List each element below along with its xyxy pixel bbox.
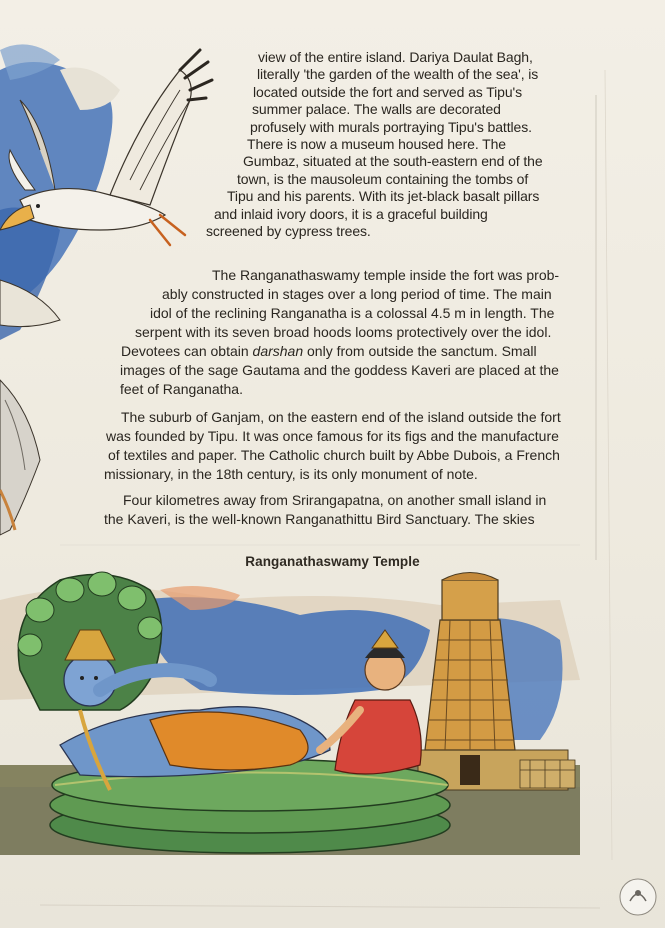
text-line: idol of the reclining Ranganatha is a colossal 4.5 m in length. The <box>150 305 555 321</box>
ranganathaswamy-temple-illustration <box>0 560 665 860</box>
text-line: was founded by Tipu. It was once famous for its figs and the manufacture <box>106 428 559 444</box>
text-line: and inlaid ivory doors, it is a graceful building <box>214 205 488 222</box>
paragraph-3 <box>0 408 561 484</box>
text-line: view of the entire island. Dariya Daulat Bagh, <box>258 49 533 65</box>
italic-term: darshan <box>252 343 304 359</box>
text-line: the Kaveri, is the well-known Ranganathittu Bird Sanctuary. The skies <box>104 511 535 527</box>
text-line: town, is the mausoleum containing the tombs of <box>237 170 529 187</box>
text-line: ably constructed in stages over a long period of time. The main <box>162 286 552 302</box>
text-line: The suburb of Ganjam, on the eastern end of the island outside the fort <box>121 409 561 425</box>
text-line: screened by cypress trees. <box>206 223 371 240</box>
text-line: missionary, in the 18th century, is its only monument of note. <box>104 466 478 482</box>
text-line: feet of Ranganatha. <box>120 381 243 397</box>
text-line: located outside the fort and served as Tipu's <box>253 83 523 100</box>
text-line: The Ranganathaswamy temple inside the fort was prob- <box>212 267 560 283</box>
text-line: summer palace. The walls are decorated <box>252 101 501 118</box>
text-line: literally 'the garden of the wealth of the sea', is <box>257 66 539 83</box>
text-line: profusely with murals portraying Tipu's battles. <box>250 118 532 135</box>
paragraph-4 <box>0 491 546 529</box>
text-line: Tipu and his parents. With its jet-black basalt pillars <box>227 188 540 205</box>
text-line: images of the sage Gautama and the goddess Kaveri are placed at the <box>120 362 559 378</box>
paragraph-2 <box>0 266 559 399</box>
text-line: serpent with its seven broad hoods looms protectively over the idol. <box>135 324 552 340</box>
watermark-logo-icon <box>618 877 658 917</box>
text-line: of textiles and paper. The Catholic church built by Abbe Dubois, a French <box>108 447 560 463</box>
text-line: Gumbaz, situated at the south-eastern end of the <box>243 153 543 170</box>
text-line: Four kilometres away from Srirangapatna, on another small island in <box>123 492 547 508</box>
image-caption: Ranganathaswamy Temple <box>245 554 420 569</box>
paragraph-1 <box>0 49 543 240</box>
text-line: There is now a museum housed here. The <box>247 136 506 153</box>
text-line: Devotees can obtain darshan only from outside the sanctum. Small <box>121 343 537 359</box>
